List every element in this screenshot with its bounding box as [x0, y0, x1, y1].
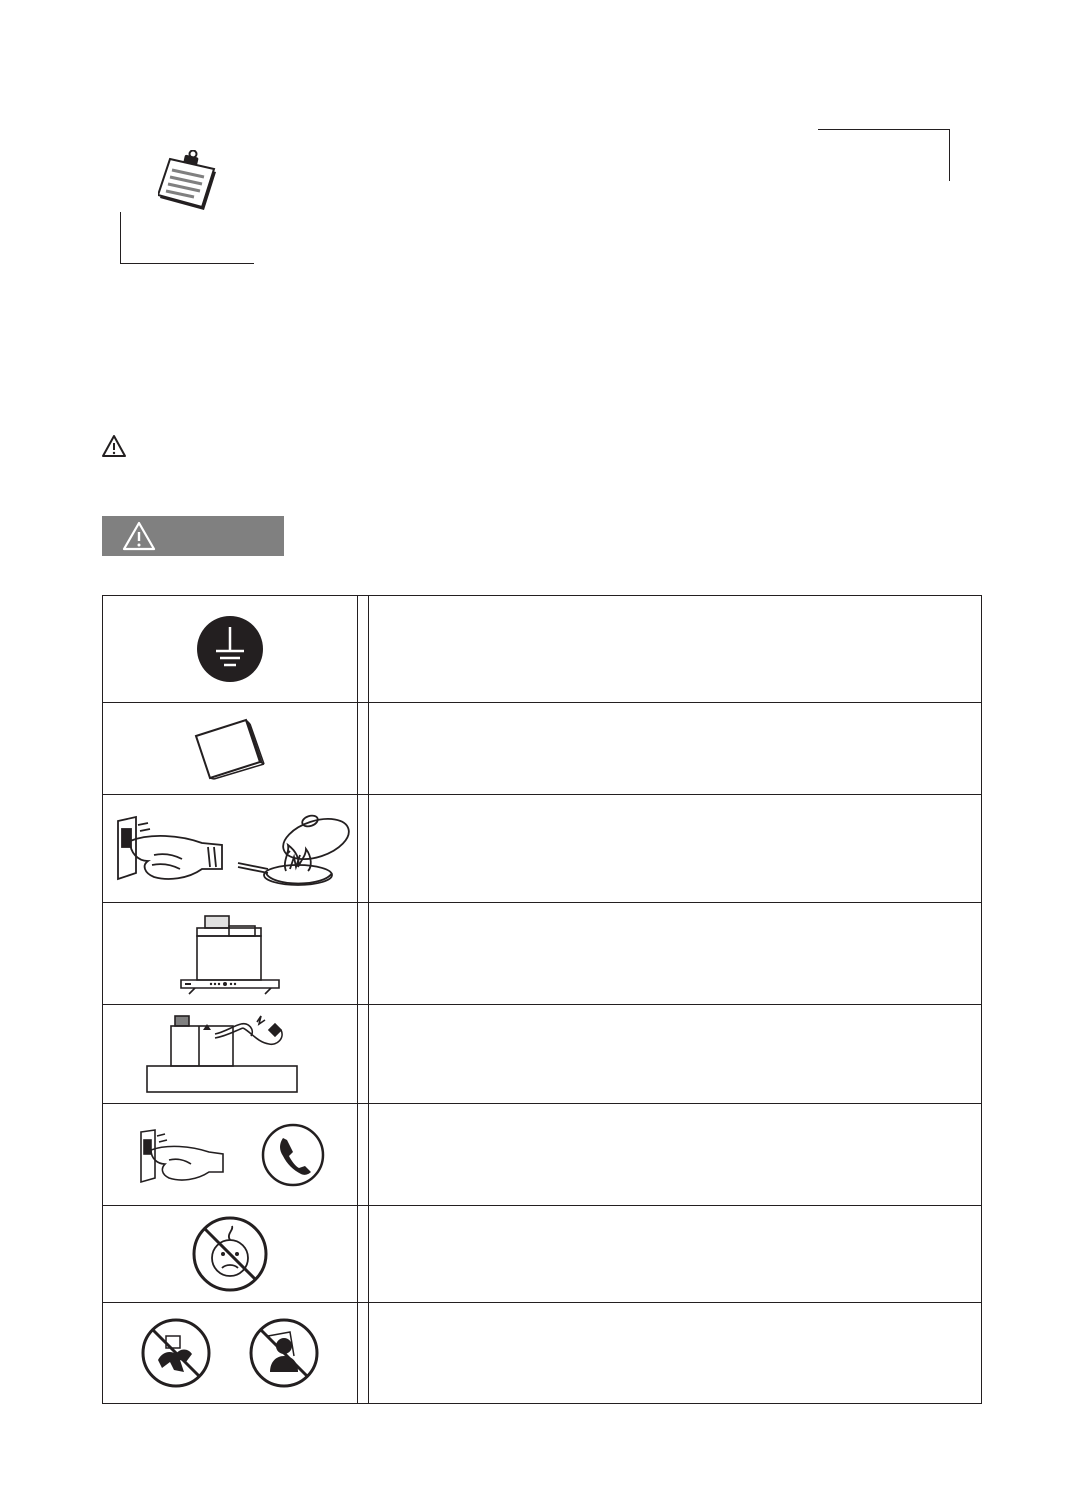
safety-table	[102, 595, 982, 1404]
table-icon-cell	[103, 703, 358, 795]
wall-switch-hand-icon	[118, 817, 222, 879]
table-gap-cell	[358, 703, 369, 795]
warning-triangle-icon	[101, 434, 127, 458]
table-icon-cell	[103, 795, 358, 903]
table-row	[103, 903, 982, 1005]
table-text-cell	[369, 795, 982, 903]
table-icon-cell	[103, 903, 358, 1005]
no-children-icon	[190, 1214, 270, 1294]
switch-off-no-phone-icon	[135, 1120, 325, 1190]
header-corner-bottom-left	[120, 212, 254, 264]
table-row	[103, 1303, 982, 1404]
table-icon-cell	[103, 596, 358, 703]
table-icon-cell	[103, 1104, 358, 1206]
warning-triangle-icon	[122, 521, 156, 551]
table-row	[103, 1005, 982, 1104]
no-children-play-icon	[140, 1316, 320, 1390]
clipboard-icon	[158, 150, 222, 212]
table-row	[103, 1206, 982, 1303]
table-icon-cell	[103, 1005, 358, 1104]
table-gap-cell	[358, 1303, 369, 1404]
switch-off-fire-lid-icon	[110, 807, 350, 891]
table-text-cell	[369, 1005, 982, 1104]
table-text-cell	[369, 1206, 982, 1303]
table-icon-cell	[103, 1206, 358, 1303]
pan-fire-lid-icon	[238, 811, 350, 885]
header-corner-top-right	[818, 129, 950, 181]
table-text-cell	[369, 703, 982, 795]
table-gap-cell	[358, 1104, 369, 1206]
table-gap-cell	[358, 596, 369, 703]
warning-banner	[102, 516, 284, 556]
table-gap-cell	[358, 1005, 369, 1104]
ground-earth-icon	[195, 614, 265, 684]
table-text-cell	[369, 596, 982, 703]
hood-power-plug-icon	[145, 1012, 315, 1096]
table-icon-cell	[103, 1303, 358, 1404]
table-row	[103, 596, 982, 703]
table-gap-cell	[358, 1206, 369, 1303]
table-row	[103, 703, 982, 795]
table-text-cell	[369, 1104, 982, 1206]
table-gap-cell	[358, 795, 369, 903]
table-text-cell	[369, 903, 982, 1005]
table-row	[103, 795, 982, 903]
cooker-hood-icon	[175, 912, 285, 996]
table-row	[103, 1104, 982, 1206]
manual-booklet-icon	[188, 716, 272, 782]
table-gap-cell	[358, 903, 369, 1005]
table-text-cell	[369, 1303, 982, 1404]
